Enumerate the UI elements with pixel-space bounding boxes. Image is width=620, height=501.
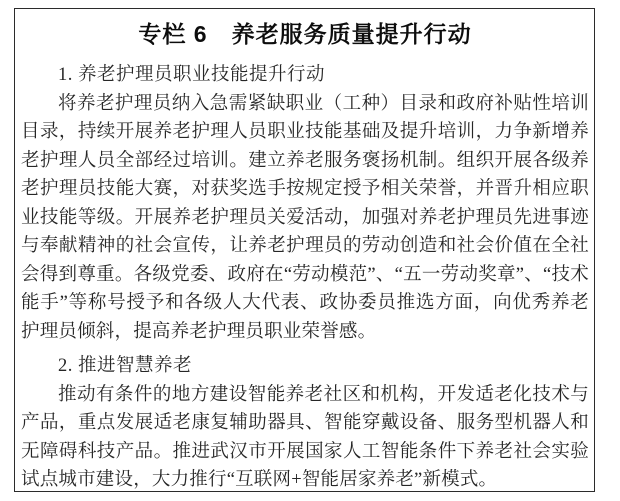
column-box xyxy=(14,8,595,492)
section-1 xyxy=(21,61,589,346)
section-1-heading: 1. 养老护理员职业技能提升行动 xyxy=(58,65,326,85)
section-1-body: 将养老护理员纳入急需紧缺职业（工种）目录和政府补贴性培训目录，持续开展养老护理人员职业技能基础及提升培训，力争新增养老护理人员全部经过培训。建立养老服务褒扬机制。组织开展各级养老护理员技能大赛，对获奖选手按规定授予相关荣誉，并晋升相应职业技能等级。开展养老护理员关爱活动，加强对养老护理员先进事迹与奉献精神的社会宣传，让养老护理员的劳动创造和社会价值在全社会得到尊重。各级党委、政府在“劳动模范”、“五一劳动奖章”、“技术能手”等称号授予和各级人大代表、政协委员推选方面，向优秀养老护理员倾斜，提高养老护理员职业荣誉感。 xyxy=(21,93,589,342)
section-2-body: 推动有条件的地方建设智能养老社区和机构，开发适老化技术与产品，重点发展适老康复辅助器具、智能穿戴设备、服务型机器人和无障碍科技产品。推进武汉市开展国家人工智能条件下养老社会实验试点城市建设，大力推行“互联网+智能居家养老”新模式。 xyxy=(21,384,589,490)
section-2 xyxy=(21,352,589,495)
column-title: 专栏 6 养老服务质量提升行动 xyxy=(138,21,472,47)
section-2-heading: 2. 推进智慧养老 xyxy=(58,356,193,376)
